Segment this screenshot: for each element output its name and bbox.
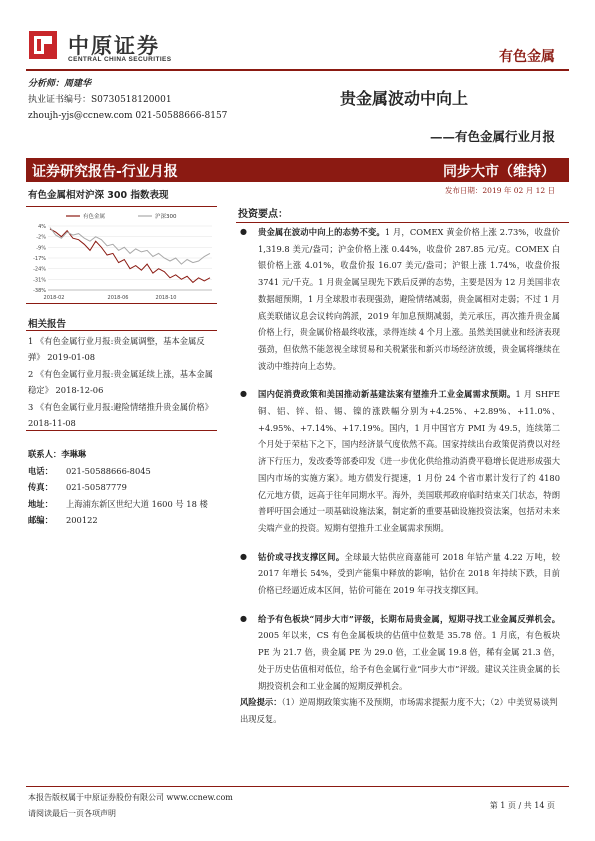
- risk-warning: [240, 694, 560, 727]
- logo-english-name: CENTRAL CHINA SECURITIES: [68, 56, 172, 63]
- risk-label: 风险提示：: [240, 697, 282, 707]
- key-point-lead: 钴价或寻找支撑区间。: [258, 551, 345, 562]
- related-reports-rule: [26, 330, 217, 331]
- chart-xtick-label: 2018-10: [155, 295, 177, 301]
- analyst-contact: zhoujh-yjs@ccnew.com 021-50588666-8157: [28, 111, 228, 121]
- related-reports-list: [28, 333, 218, 432]
- key-point: [240, 549, 560, 599]
- analyst-info: [28, 76, 227, 124]
- header-divider: [26, 69, 569, 71]
- key-point-lead: 国内促消费政策和美国推动新基建法案有望推升工业金属需求预期。: [258, 389, 516, 400]
- contact-block: [28, 446, 228, 529]
- contact-address: 上海浦东新区世纪大道 1600 号 18 楼: [66, 498, 208, 509]
- chart-ytick-label: 4%: [38, 224, 46, 230]
- related-reports-heading: 相关报告: [28, 319, 67, 330]
- chart-legend-label: 有色金属: [83, 214, 106, 220]
- footer-disclaimer: [28, 790, 233, 822]
- key-point-text: 1 月 SHFE 铜、铝、锌、铅、锡、镍的涨跌幅分别为+4.25%、+2.89%、+11.0%、+4.95%、+7.14%、+17.19%。国内，1 月中国官方 PMI 为 49.5，连续第二个月处于荣枯下之下，国内经济景气度依然不高。国家持续出台政策促消费以对经济下行压力，发改委等部委印发《进一步优化供给推动消费平稳增长促进形成强大国内市场的实施方案》。地方债发行提速，1 月份 24 个省市累计发行了约 4180 亿元地方债，远高于往年同期水平。海外，美国联邦政府临时结束关门状态，特朗普呼吁国会通过一项基础设施法案，制定新的重要基础设施投资法案，包括对未来尖端产业的投资。短期有望推升工业金属需求预期。: [258, 389, 560, 533]
- logo-chinese-name: 中原证券: [68, 34, 160, 58]
- contact-fax-row: [28, 479, 228, 496]
- contact-address-row: [28, 496, 228, 513]
- page-number: 第 1 页 / 共 14 页: [489, 801, 555, 810]
- chart-series-line: [50, 228, 210, 265]
- contact-rule: [26, 430, 217, 431]
- key-point: [240, 386, 560, 536]
- chart-ytick-label: -9%: [36, 245, 46, 252]
- footer-rule: [26, 786, 569, 787]
- key-point-lead: 给予有色板块“同步大市”评级，长期布局贵金属，短期寻找工业金属反弹机会。: [258, 613, 560, 624]
- publish-date: 发布日期：2019 年 02 月 12 日: [444, 186, 555, 195]
- key-point: [240, 611, 560, 695]
- relative-performance-chart: [26, 208, 217, 302]
- contact-key: 传真：: [28, 482, 53, 492]
- contact-person: 联系人：李琳琳: [28, 449, 87, 459]
- chart-title: 有色金属相对沪深 300 指数表现: [28, 190, 169, 201]
- bullet-icon: ●: [240, 227, 247, 236]
- contact-zip-row: [28, 512, 228, 529]
- contact-key: 地址：: [28, 498, 53, 509]
- footer-notice: 请阅读最后一页各项声明: [28, 809, 116, 818]
- rating: 同步大市（维持）: [443, 164, 555, 180]
- risk-text: （1）逆周期政策实施不及预期，市场需求提振力度不大；（2）中美贸易谈判出现反复。: [240, 697, 558, 724]
- analyst-license: 执业证书编号：S0730518120001: [28, 95, 172, 105]
- key-point: [240, 224, 560, 374]
- company-logo-mark-icon: [26, 28, 60, 62]
- contact-fax: 021-50587779: [66, 482, 127, 492]
- contact-phone-row: [28, 463, 228, 480]
- chart-ytick-label: -2%: [36, 234, 46, 241]
- contact-key: 电话：: [28, 465, 53, 476]
- chart-top-rule: [26, 206, 217, 207]
- key-points-rule: [236, 222, 569, 223]
- footer-copyright: 本报告版权属于中原证券股份有限公司 www.ccnew.com: [28, 793, 233, 802]
- chart-ytick-label: -17%: [33, 256, 46, 262]
- key-point-text: 全球最大钴供应商嘉能可 2018 年钴产量 4.22 万吨，较 2017 年增长 54%，受到产能集中释放的影响，钴价在 2018 年持续下跌，目前价格已经逼近成本区间，钴价可能在 2019 年寻找支撑区间。: [258, 551, 560, 596]
- chart-series-line: [50, 229, 210, 282]
- chart-xtick-label: 2018-06: [107, 295, 129, 301]
- report-subtitle: ——有色金属行业月报: [429, 129, 555, 144]
- key-point-text: 2005 年以来，CS 有色金属板块的估值中位数是 35.78 倍。1 月底，有色板块 PE 为 21.7 倍，贵金属 PE 为 29.0 倍，工业金属 19.8 倍，稀有金属 21.3 倍，处于历史估值相对低位，给予有色金属行业“同步大市”评级。建议关注贵金属的长期投资机会和工业金属的短期反弹机会。: [258, 630, 560, 691]
- chart-bottom-rule: [26, 303, 217, 304]
- bullet-icon: ●: [240, 613, 247, 623]
- chart-ytick-label: -38%: [33, 288, 46, 294]
- chart-ytick-label: -24%: [33, 266, 46, 273]
- report-type: 证券研究报告-行业月报: [32, 164, 178, 180]
- chart-legend-label: 沪深300: [155, 214, 177, 220]
- key-point-lead: 贵金属在波动中向上的态势不变。: [258, 227, 385, 237]
- related-report-item[interactable]: 1 《有色金属行业月报:贵金属调整，基本金属反弹》 2019-01-08: [28, 336, 205, 362]
- company-logo: [26, 28, 186, 68]
- report-title: 贵金属波动中向上: [340, 89, 469, 108]
- contact-phone: 021-50588666-8045: [66, 465, 151, 476]
- key-points-heading: 投资要点：: [238, 209, 288, 220]
- contact-zip: 200122: [66, 515, 98, 525]
- related-report-item[interactable]: 2 《有色金属行业月报:贵金属延续上涨，基本金属稳定》 2018-12-06: [28, 369, 213, 395]
- industry-label: 有色金属: [499, 49, 555, 65]
- key-point-text: 1 月，COMEX 黄金价格上涨 2.73%，收盘价 1,319.8 美元/盎司；沪金价格上涨 0.44%，收盘价 287.85 元/克。COMEX 白银价格上涨 4.01%，收盘价报 16.07 美元/盎司；沪银上涨 1.74%，收盘价报 3741 元/千克。1 月贵金属呈现先下跌后反弹的态势，主要是因为 12 月美国非农数据超预期，1 月全球股市表现强劲，避险情绪减弱，贵金属相对走弱；不过 1 月底美联储议息会议转向鸽派，2019 年加息预期减弱，美元承压，再次推升贵金属价格上行，贵金属价格最终收涨，录得连续 4 个月上涨。虽然美国就业和经济表现强劲，但依然不能忽视全球贸易和关税紧张和新兴市场经济放缓，贵金属将继续在波动中维持向上态势。: [258, 227, 560, 371]
- chart-xtick-label: 2018-02: [43, 295, 65, 301]
- analyst-name: 分析师：周建华: [28, 79, 92, 89]
- contact-key: 邮编：: [28, 515, 53, 525]
- chart-ytick-label: -31%: [33, 277, 46, 284]
- key-points-list: [240, 224, 560, 706]
- bullet-icon: ●: [240, 389, 247, 399]
- related-report-item[interactable]: 3 《有色金属行业月报:避险情绪推升贵金属价格》 2018-11-08: [28, 402, 213, 428]
- bullet-icon: ●: [240, 551, 247, 561]
